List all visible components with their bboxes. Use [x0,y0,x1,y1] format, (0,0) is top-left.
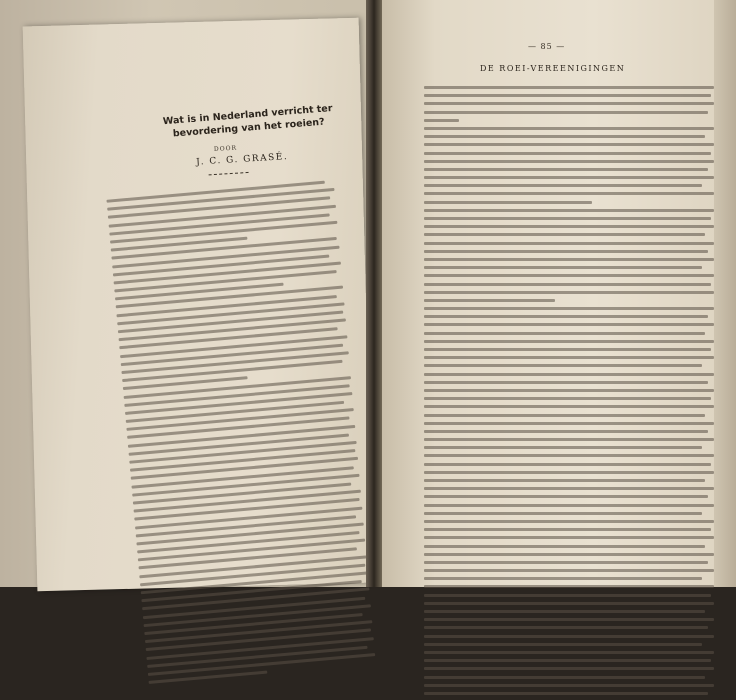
byline-author: J. C. G. GRASÉ. [196,151,289,168]
page-stack-edge [714,0,736,587]
running-head: DE ROEI-VEREENIGINGEN [480,64,626,73]
left-body-text [106,180,376,689]
left-page [23,18,374,592]
right-body-text [424,86,714,700]
byline-prefix: DOOR [213,144,238,153]
article-title: Wat is in Nederland verricht ter bevordering van het roeien? [162,102,333,140]
book-gutter [366,0,382,587]
page-number: — 85 — [528,42,566,51]
title-rule [209,172,249,175]
